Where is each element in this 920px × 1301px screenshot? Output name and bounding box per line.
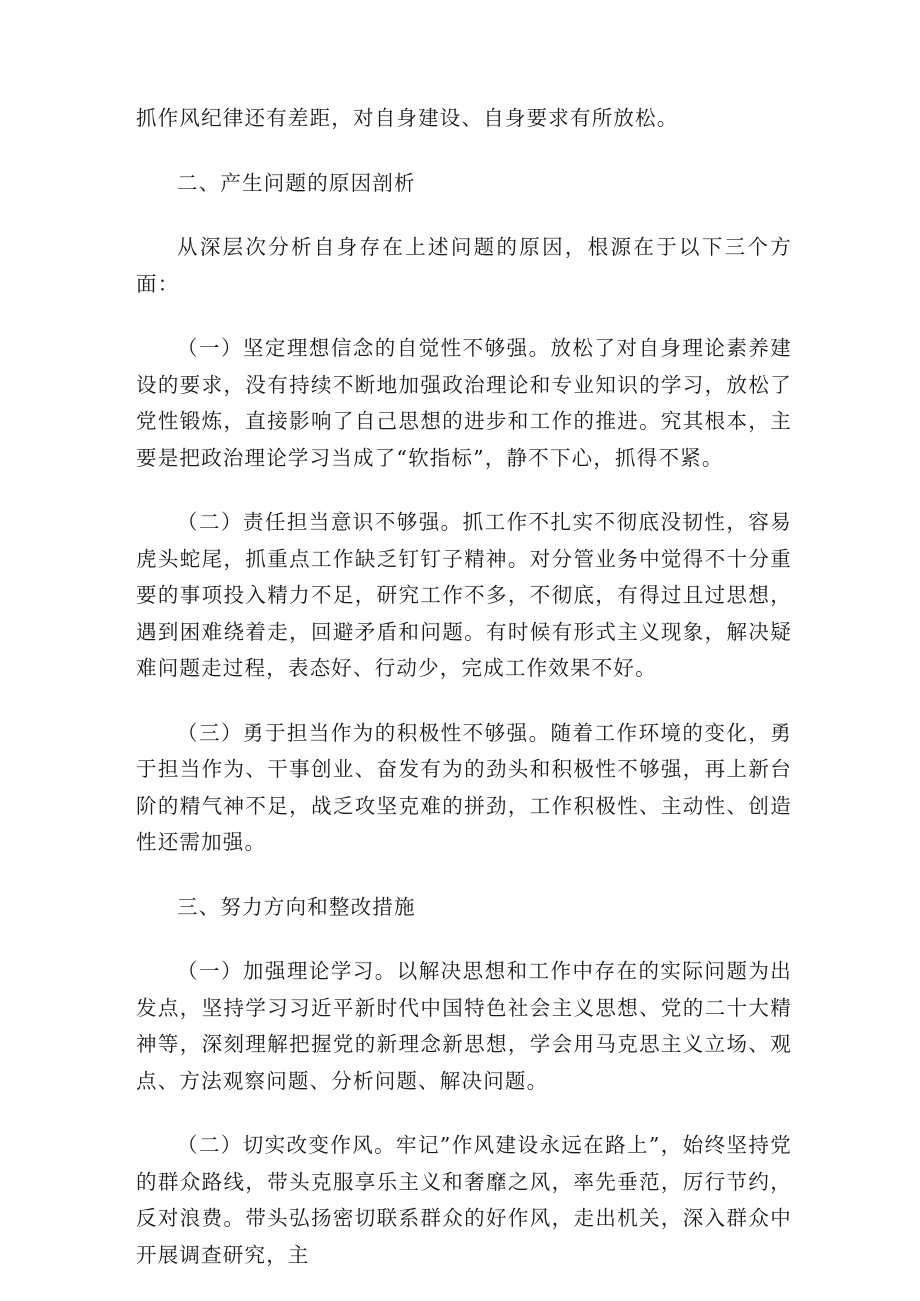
- paragraph-gap: [136, 687, 792, 715]
- paragraph-measure-2: （二）切实改变作风。牢记”作风建设永远在路上”，始终坚持党的群众路线，带头克服享乐主义和奢靡之风，率先垂范，厉行节约，反对浪费。带头弘扬密切联系群众的好作风，走出机关，深入群众中开展调查研究，主: [136, 1133, 792, 1267]
- paragraph-cause-1: （一）坚定理想信念的自觉性不够强。放松了对自身理论素养建设的要求，没有持续不断地加强政治理论和专业知识的学习，放松了党性锻炼，直接影响了自己思想的进步和工作的推进。究其根本，主要是把政治理论学习当成了“软指标”，静不下心，抓得不紧。: [136, 336, 792, 470]
- paragraph-causes-intro: 从深层次分析自身存在上述问题的原因，根源在于以下三个方面：: [136, 235, 792, 296]
- paragraph-gap: [136, 1099, 792, 1127]
- paragraph-cause-2: （二）责任担当意识不够强。抓工作不扎实不彻底没韧性，容易虎头蛇尾，抓重点工作缺乏钉钉子精神。对分管业务中觉得不十分重要的事项投入精力不足，研究工作不多，不彻底，有得过且过思想，遇到困难绕着走，回避矛盾和问题。有时候有形式主义现象，解决疑难问题走过程，表态好、行动少，完成工作效果不好。: [136, 510, 792, 680]
- paragraph-cause-3: （三）勇于担当作为的积极性不够强。随着工作环境的变化，勇于担当作为、干事创业、奋发有为的劲头和积极性不够强，再上新台阶的精气神不足，战乏攻坚克难的拼劲，工作积极性、主动性、创造性还需加强。: [136, 720, 792, 854]
- paragraph-gap: [136, 861, 792, 889]
- paragraph-gap: [136, 925, 792, 953]
- section-heading-causes: 二、产生问题的原因剖析: [177, 170, 416, 195]
- paragraph-gap: [136, 201, 792, 229]
- paragraph-intro-continuation: 抓作风纪律还有差距，对自身建设、自身要求有所放松。: [136, 106, 679, 130]
- paragraph-gap: [136, 137, 792, 165]
- paragraph-gap: [136, 476, 792, 504]
- paragraph-measure-1: （一）加强理论学习。以解决思想和工作中存在的实际问题为出发点，坚持学习习近平新时代中国特色社会主义思想、党的二十大精神等，深刻理解把握党的新理念新思想，学会用马克思主义立场、观点、方法观察问题、分析问题、解决问题。: [136, 959, 792, 1093]
- paragraph-gap: [136, 302, 792, 330]
- section-heading-measures: 三、努力方向和整改措施: [177, 894, 416, 919]
- document-page: [136, 100, 792, 1273]
